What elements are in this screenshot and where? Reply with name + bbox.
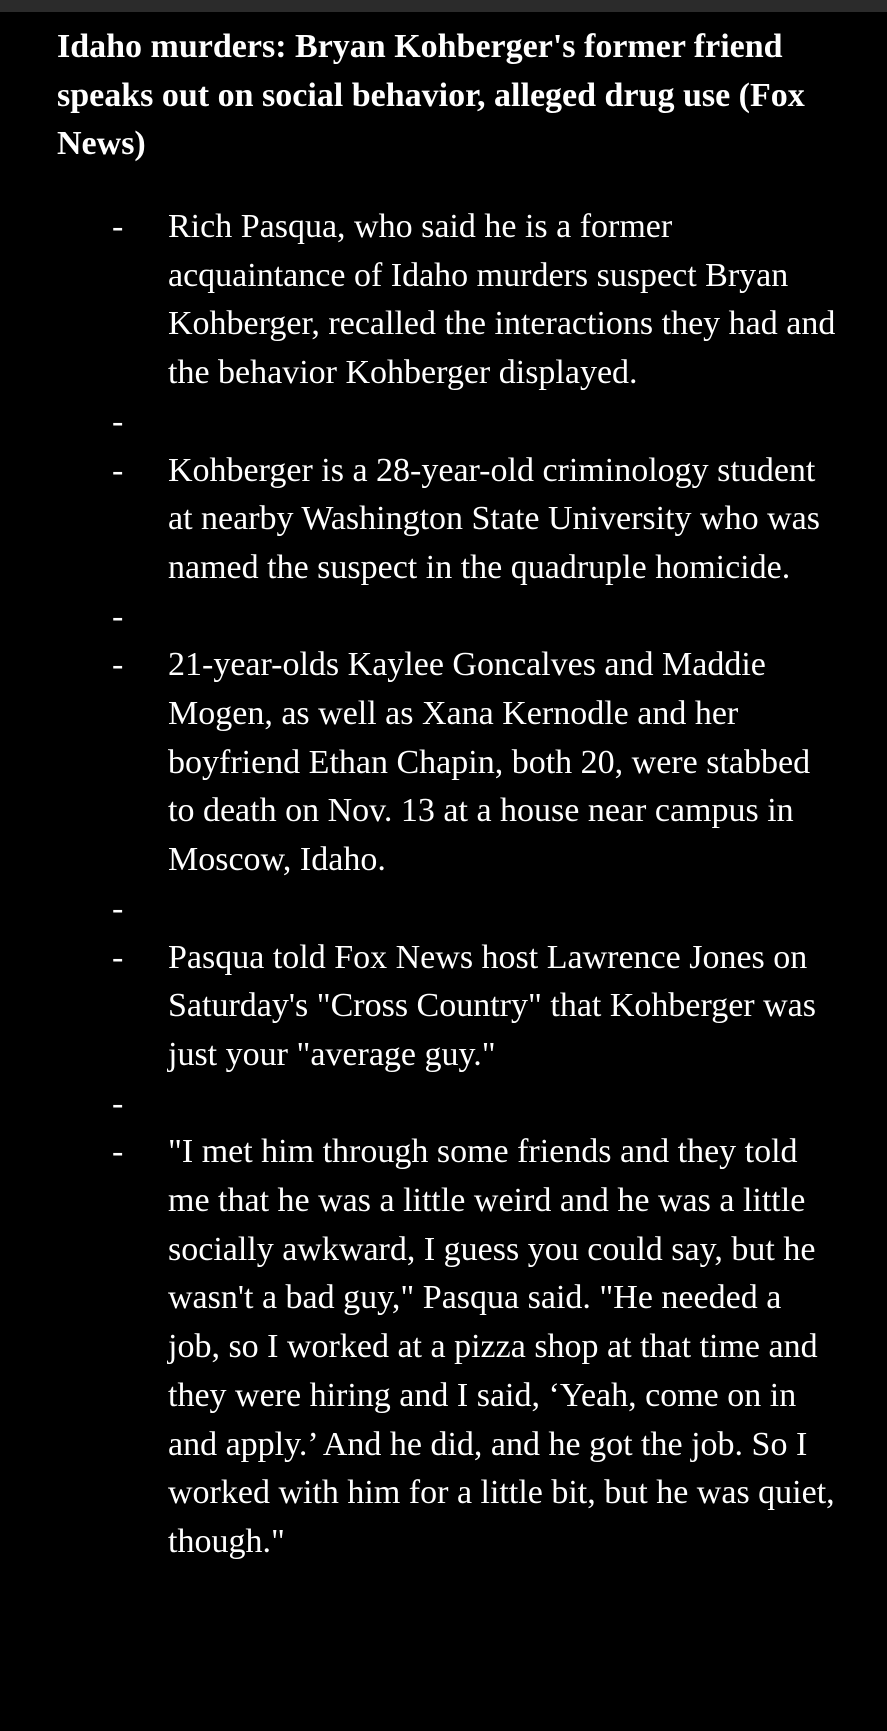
bullet-text: Pasqua told Fox News host Lawrence Jones on Saturday's "Cross Country" that Kohberger was just your "average guy." <box>168 938 817 1073</box>
bullet-item-4 <box>0 934 887 1080</box>
bullet-item-empty <box>0 398 887 447</box>
bullet-item-1 <box>0 203 887 398</box>
bullet-dash: - <box>112 451 124 489</box>
bullet-item-empty <box>0 885 887 934</box>
bullet-item-3 <box>0 641 887 885</box>
bullet-item-2 <box>0 447 887 593</box>
bullet-text: Kohberger is a 28-year-old criminology student at nearby Washington State University who was named the suspect in the quadruple homicide. <box>168 451 820 586</box>
bullet-text: Rich Pasqua, who said he is a former acquaintance of Idaho murders suspect Bryan Kohberger, recalled the interactions they had and the behavior Kohberger displayed. <box>168 208 836 392</box>
bullet-dash: - <box>112 938 124 976</box>
bullet-item-empty <box>0 593 887 642</box>
bullet-dash: - <box>112 597 124 635</box>
bullet-dash: - <box>112 1084 124 1122</box>
bullet-text: 21-year-olds Kaylee Goncalves and Maddie Mogen, as well as Xana Kernodle and her boyfriend Ethan Chapin, both 20, were stabbed to death on Nov. 13 at a house near campus in Moscow, Idaho. <box>168 646 811 879</box>
bullet-item-empty <box>0 1080 887 1129</box>
top-status-bar <box>0 0 887 12</box>
bullet-dash: - <box>112 646 124 684</box>
bullet-dash: - <box>112 208 124 245</box>
bullet-dash: - <box>112 1133 124 1171</box>
article-headline: Idaho murders: Bryan Kohberger's former friend speaks out on social behavior, alleged drug use (Fox News) <box>57 28 805 162</box>
bullet-dash: - <box>112 402 124 440</box>
bullet-text: "I met him through some friends and they told me that he was a little weird and he was a little socially awkward, I guess you could say, but he wasn't a bad guy," Pasqua said. "He needed a job, so I worked at a pizza shop at that time and they were hiring and I said, ‘Yeah, come on in and apply.’ And he did, and he got the job. So I worked with him for a little bit, but he was quiet, though." <box>168 1133 835 1560</box>
bullet-dash: - <box>112 889 124 927</box>
bullet-list <box>0 203 887 1567</box>
bullet-item-5 <box>0 1128 887 1566</box>
